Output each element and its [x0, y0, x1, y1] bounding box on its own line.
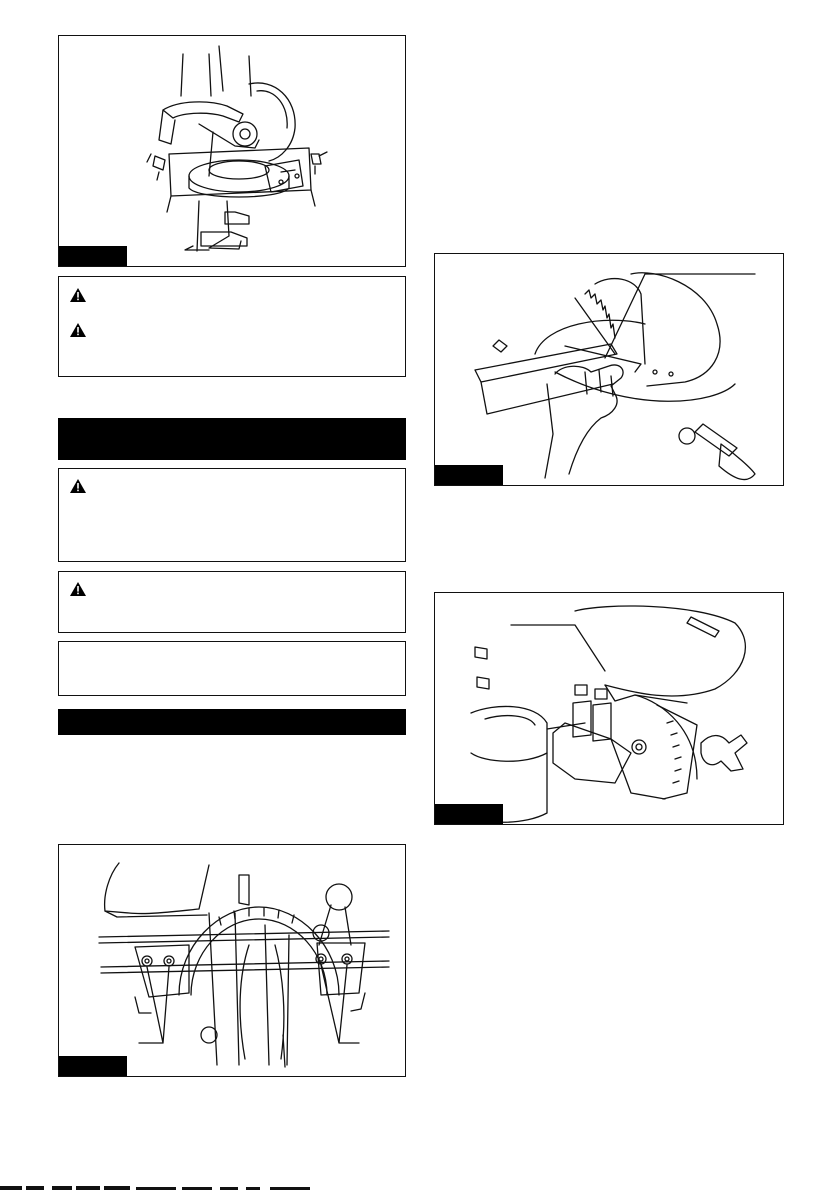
warning-triangle-icon — [69, 478, 87, 494]
figure-bevel-bolt — [434, 592, 784, 825]
figure-number-tab — [435, 804, 503, 824]
subsection-heading-bar — [58, 709, 406, 735]
figure-number-tab — [59, 1056, 127, 1076]
note-box — [58, 641, 406, 696]
section-heading-bar — [58, 418, 406, 460]
warning-triangle-icon — [69, 322, 87, 338]
warning-triangle-icon — [69, 287, 87, 303]
bevel-bolt-illustration — [435, 593, 784, 825]
warning-box-adjustment — [58, 468, 406, 562]
warning-triangle-icon — [69, 581, 87, 597]
carry-saw-illustration — [59, 36, 406, 267]
figure-number-tab — [435, 465, 503, 485]
figure-number-tab — [59, 246, 127, 266]
warning-box-secondary — [58, 571, 406, 633]
figure-carry-saw — [58, 35, 406, 267]
figure-base-bolts — [58, 844, 406, 1077]
cropped-text-strip — [0, 1182, 840, 1192]
warning-box-carrying — [58, 276, 406, 377]
figure-fence-square — [434, 253, 784, 486]
fence-square-illustration — [435, 254, 784, 486]
base-bolts-illustration — [59, 845, 406, 1077]
